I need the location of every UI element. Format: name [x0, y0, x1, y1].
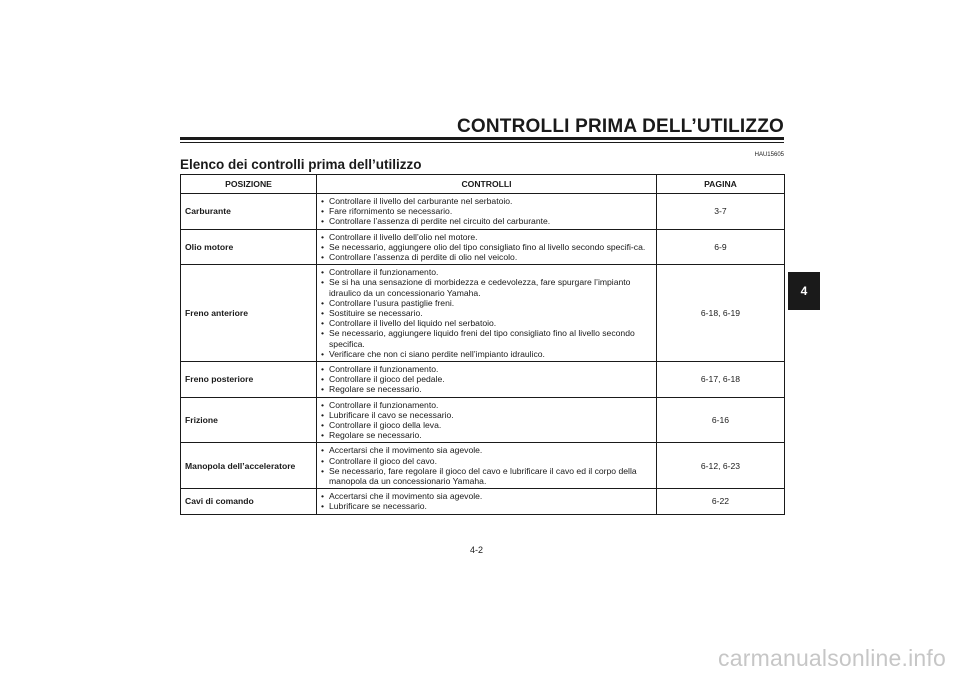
watermark[interactable]: carmanualsonline.info	[718, 645, 946, 671]
check-item: • Controllare l’assenza di perdite nel circuito del carburante.	[321, 216, 652, 226]
check-item: • Se necessario, aggiungere olio del tipo consigliato fino al livello secondo specifi-ca.	[321, 242, 652, 252]
table-row	[181, 443, 785, 489]
row-position: Freno anteriore	[181, 265, 317, 362]
row-checks	[317, 489, 657, 514]
row-checks	[317, 229, 657, 265]
header-title: CONTROLLI PRIMA DELL’UTILIZZO	[456, 116, 784, 137]
check-item: • Controllare l’usura pastiglie freni.	[321, 298, 652, 308]
row-page: 6-12, 6-23	[657, 443, 785, 489]
check-item: • Se si ha una sensazione di morbidezza e cedevolezza, fare spurgare l’impianto idraulico da un concessionario Yamaha.	[321, 277, 652, 297]
chapter-tab[interactable]: 4	[788, 272, 820, 310]
check-item: • Controllare il gioco del cavo.	[321, 456, 652, 466]
check-item: • Regolare se necessario.	[321, 430, 652, 440]
header-rule-thin	[180, 142, 784, 143]
table-header-row	[181, 175, 785, 194]
checks-list	[321, 364, 652, 395]
table-body	[181, 194, 785, 515]
row-checks	[317, 443, 657, 489]
table-row	[181, 397, 785, 443]
checklist-table	[180, 174, 785, 515]
checks-list	[321, 400, 652, 441]
check-item: • Accertarsi che il movimento sia agevole.	[321, 491, 652, 501]
check-item: • Regolare se necessario.	[321, 384, 652, 394]
row-page: 6-17, 6-18	[657, 362, 785, 398]
table-row	[181, 362, 785, 398]
row-page: 3-7	[657, 194, 785, 230]
check-item: • Sostituire se necessario.	[321, 308, 652, 318]
section-title: Elenco dei controlli prima dell’utilizzo	[180, 157, 422, 172]
check-item: • Controllare il gioco del pedale.	[321, 374, 652, 384]
row-position: Olio motore	[181, 229, 317, 265]
column-header-page: PAGINA	[657, 175, 785, 194]
row-checks	[317, 362, 657, 398]
row-checks	[317, 397, 657, 443]
check-item: • Se necessario, fare regolare il gioco del cavo e lubrificare il cavo ed il corpo della manopola da un concessionario Yamaha.	[321, 466, 652, 486]
checks-list	[321, 196, 652, 227]
row-page: 6-16	[657, 397, 785, 443]
row-page: 6-9	[657, 229, 785, 265]
table-row	[181, 489, 785, 514]
check-item: • Controllare il funzionamento.	[321, 400, 652, 410]
row-checks	[317, 194, 657, 230]
header-rule-thick	[180, 137, 784, 140]
row-page: 6-18, 6-19	[657, 265, 785, 362]
checks-list	[321, 232, 652, 263]
row-position: Cavi di comando	[181, 489, 317, 514]
table-row	[181, 229, 785, 265]
row-position: Freno posteriore	[181, 362, 317, 398]
page-number: 4-2	[470, 545, 484, 555]
check-item: • Lubrificare il cavo se necessario.	[321, 410, 652, 420]
row-position: Manopola dell’acceleratore	[181, 443, 317, 489]
check-item: • Controllare il funzionamento.	[321, 364, 652, 374]
document-code: HAU15605	[754, 152, 784, 158]
row-page: 6-22	[657, 489, 785, 514]
table-row	[181, 194, 785, 230]
checks-list	[321, 445, 652, 486]
check-item: • Controllare il livello del liquido nel serbatoio.	[321, 318, 652, 328]
checks-list	[321, 267, 652, 359]
check-item: • Accertarsi che il movimento sia agevole.	[321, 445, 652, 455]
checks-list	[321, 491, 652, 511]
check-item: • Fare rifornimento se necessario.	[321, 206, 652, 216]
column-header-position: POSIZIONE	[181, 175, 317, 194]
check-item: • Controllare il gioco della leva.	[321, 420, 652, 430]
row-checks	[317, 265, 657, 362]
column-header-checks: CONTROLLI	[317, 175, 657, 194]
check-item: • Verificare che non ci siano perdite nell’impianto idraulico.	[321, 349, 652, 359]
check-item: • Controllare l’assenza di perdite di olio nel veicolo.	[321, 252, 652, 262]
check-item: • Lubrificare se necessario.	[321, 501, 652, 511]
row-position: Carburante	[181, 194, 317, 230]
table-row	[181, 265, 785, 362]
check-item: • Controllare il funzionamento.	[321, 267, 652, 277]
check-item: • Controllare il livello dell’olio nel motore.	[321, 232, 652, 242]
check-item: • Controllare il livello del carburante nel serbatoio.	[321, 196, 652, 206]
row-position: Frizione	[181, 397, 317, 443]
check-item: • Se necessario, aggiungere liquido freni del tipo consigliato fino al livello secondo specifica.	[321, 328, 652, 348]
